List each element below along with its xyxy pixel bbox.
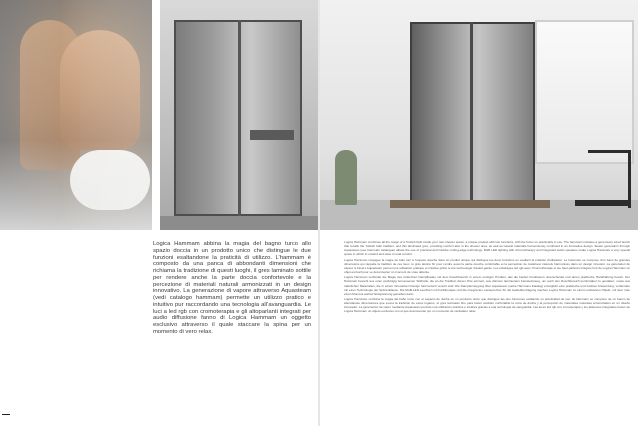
treadmill-base — [575, 200, 630, 206]
window — [535, 20, 634, 164]
cabin-divider — [238, 20, 241, 216]
english-paragraph: Logica Hammam combines all the magic of a Turkish bath inside your own shower space, a unique product with two functions, with the focus on practicality in use. The hammam includes a generously sized bench that recalls the Turkish bath tradition, and thin laminated gres, providing comfort also in the shower area, as well as natural materials harmoniously combined in an innovative design. Steam generation through Aquasteam (see hammam catalogue) allows the use of practical and intuitive cutting-edge technology. RGB LED lighting with chromotherapy and integrated audio speakers make Logica Hammam a very special space in which to unwind and relax in total comfort. — [344, 240, 630, 257]
glass-reflection — [0, 0, 152, 230]
italian-description: Logica Hammam abbina la magia del bagno turco allo spazio doccia in un prodotto unico che distingue le due funzioni esaltandone la praticità di utilizzo. L’hammam è composto da una panca di abbondanti dimensioni che richiama la tradizione di questi luoghi, il gres laminato sottile per rendere anche la parte doccia confortevole e la percezione di materiali naturali armonizzati in un design innovativo. La generazione di vapore attraverso Aquasteam (vedi catalogo hammam) permette un utilizzo pratico e intuitivo pur raccordando una tecnologia all’avanguardia. Le luci a led rgb con cromoterapia e gli altoparlanti integrati per audio diffusione fanno di Logica Hammam un oggetto esclusivo attraverso il quale staccare la spina per un momento di vero relax. — [153, 241, 311, 335]
cabin-floor — [160, 216, 318, 230]
plant — [335, 150, 357, 205]
right-page — [320, 0, 638, 426]
german-paragraph: Logica Hammam verbindet die Magie des türkischen Dampfbades mit dem Duschbereich in einem einzigen Produkt, das die beiden Funktionen unterscheidet und deren praktische Handhabung betont. Der Hammam besteht aus einer großzügig bemessenen Sitzbank, die an die Tradition dieser Orte erinnert, aus dünnem laminiertem Feinsteinzeug, um auch den Duschbereich komfortabel zu gestalten, sowie aus natürlichen Materialien, die in einem innovativen Design harmonisch vereint sind. Die Dampferzeugung über Aquasteam (siehe Hammam-Katalog) ermöglicht eine praktische und intuitive Anwendung, verbunden mit einer Technologie der Spitzenklasse. Die RGB-LED-Leuchten mit Farbtherapie und die integrierten Lautsprecher für die Audioübertragung machen Logica Hammam zu einem exklusiven Objekt, mit dem man einen Moment wahrer Entspannung genießen kann. — [344, 275, 630, 296]
left-page — [0, 0, 318, 426]
shower-cabin-photo — [160, 0, 318, 230]
bathroom-interior-photo — [320, 0, 638, 230]
sauna-couple-photo — [0, 0, 152, 230]
crop-mark-left — [2, 414, 10, 415]
french-paragraph: Logica Hammam conjugue la magie du bain turc à l’espace douche dans un produit unique qui distingue les deux fonctions en exaltant la praticité d’utilisation. Le hammam se compose d’un banc de grandes dimensions qui rappelle la tradition de ces lieux, le grès laminé fin pour rendre aussi la partie douche confortable et la perception de matériaux naturels harmonisés dans un design innovant. La génération de vapeur à travers Aquasteam permet une utilisation pratique et intuitive grâce à une technologie d’avant-garde. Les éclairages led rgb avec chromothérapie et les haut-parleurs intégrés font de Logica Hammam un objet exclusif pour se déconnecter un moment de vraie détente. — [344, 257, 630, 274]
cabin-bench — [250, 130, 294, 140]
spanish-paragraph: Logica Hammam combina la magia del baño turco con el espacio de ducha en un producto único que distingue las dos funciones exaltando su practicidad de uso. El hammam se compone de un banco de abundantes dimensiones que evoca la tradición de estos lugares, el gres laminado fino para hacer también confortable la zona de ducha y la percepción de materiales naturales armonizados en un diseño innovador. La generación de vapor mediante Aquasteam permite una utilización práctica e intuitiva gracias a una tecnología de vanguardia. Las luces led rgb con cromoterapia y los altavoces integrados hacen de Logica Hammam un objeto exclusivo con el que desconectar por un momento de verdadero relax. — [344, 297, 630, 314]
multilingual-description — [344, 240, 630, 315]
hammam-cabin-divider — [470, 22, 473, 212]
wooden-bench — [390, 200, 550, 208]
